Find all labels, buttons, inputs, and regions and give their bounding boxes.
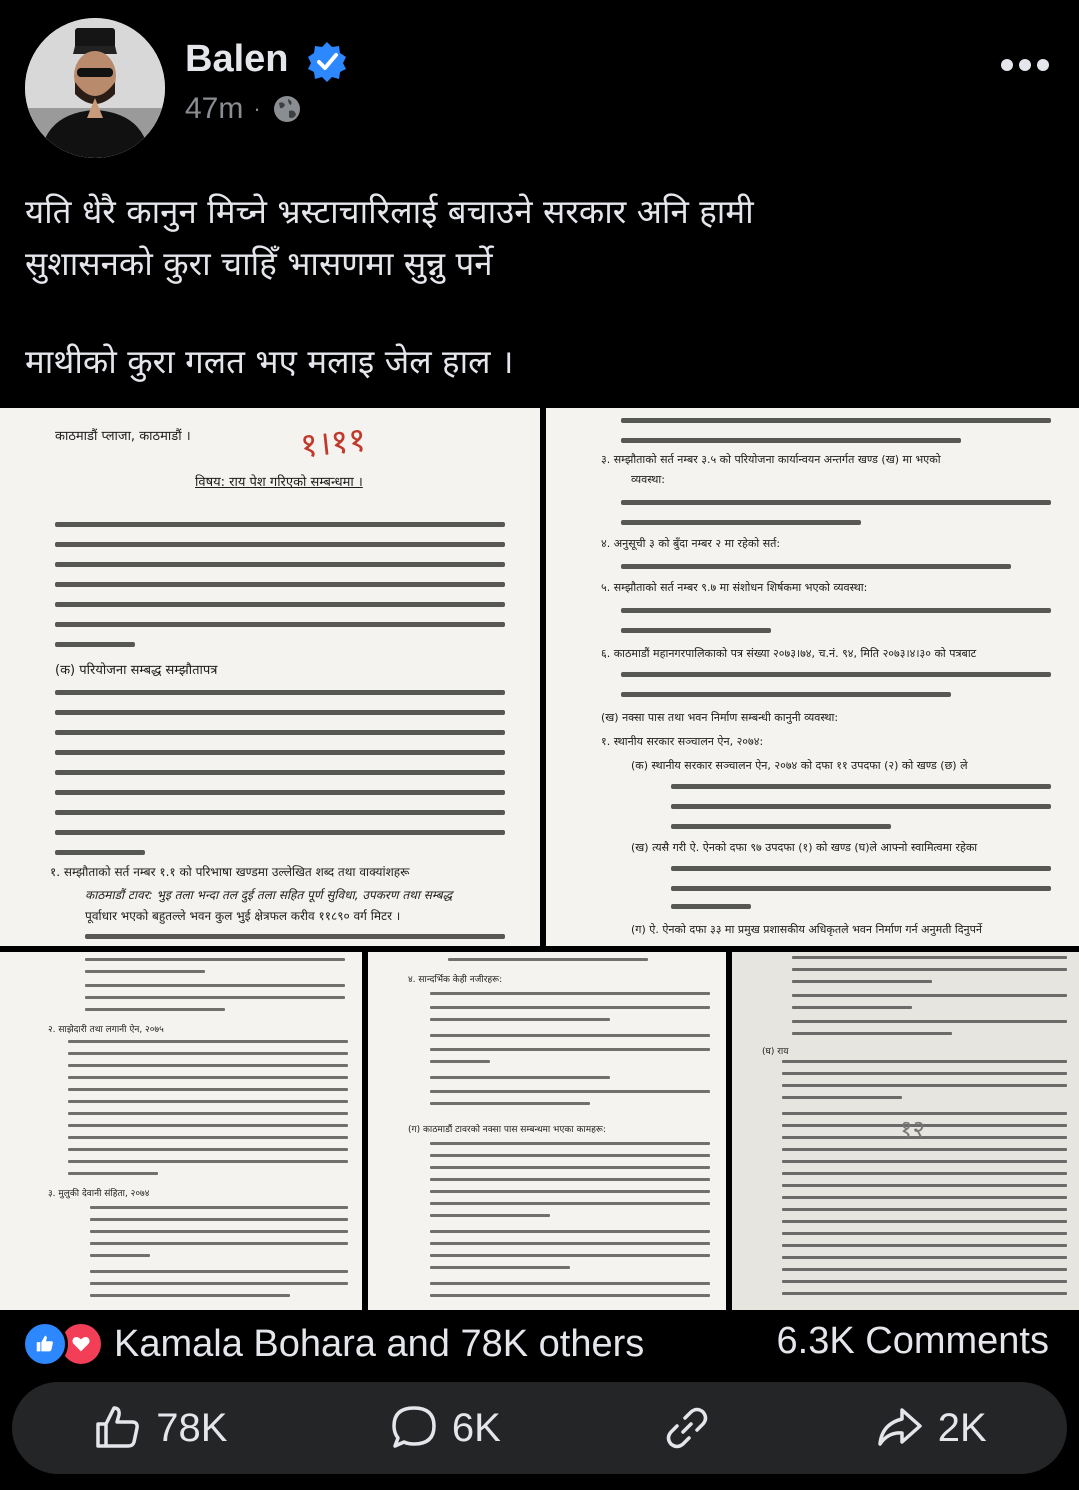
document-image-4[interactable] bbox=[368, 952, 726, 1310]
doc-item: १. सम्झौताको सर्त नम्बर १.१ को परिभाषा खण्डमा उल्लेखित शब्द तथा वाक्यांशहरू bbox=[50, 865, 410, 879]
post-image-collage[interactable] bbox=[0, 408, 1079, 1310]
post-meta bbox=[185, 92, 303, 126]
verified-badge-icon bbox=[306, 40, 348, 82]
public-globe-icon bbox=[271, 93, 303, 125]
doc-heading: (घ) राय bbox=[762, 1047, 789, 1057]
doc-item: (ग) ऐ. ऐनको दफा ३३ मा प्रमुख प्रशासकीय अधिकृतले भवन निर्माण गर्न अनुमती दिनुपर्ने bbox=[631, 923, 983, 936]
doc-addressee: काठमाडौं प्लाजा, काठमाडौं । bbox=[55, 429, 191, 444]
doc-heading: २. साझेदारी तथा लगानी ऐन, २०७५ bbox=[48, 1025, 164, 1035]
comments-count[interactable]: 6.3K Comments bbox=[776, 1320, 1049, 1362]
comment-button[interactable] bbox=[388, 1402, 501, 1454]
caption-line: सुशासनको कुरा चाहिँ भासणमा सुन्नु पर्ने bbox=[25, 244, 493, 283]
author-name[interactable]: Balen bbox=[185, 38, 289, 80]
copy-link-button[interactable] bbox=[661, 1402, 713, 1454]
avatar-photo bbox=[25, 18, 165, 158]
doc-item: ५. सम्झौताको सर्त नम्बर ९.७ मा संशोधन शिर्षकमा भएको व्यवस्था: bbox=[601, 581, 868, 594]
share-count: 2K bbox=[937, 1405, 987, 1450]
caption-line: यति धेरै कानुन मिच्ने भ्रस्टाचारिलाई बचाउने सरकार अनि हामी bbox=[25, 192, 754, 231]
doc-item: ६. काठमाडौं महानगरपालिकाको पत्र संख्या २०७३।७४, च.नं. ९४, मिति २०७३।४।३० को पत्रबाट bbox=[601, 647, 977, 660]
document-image-2[interactable] bbox=[546, 408, 1079, 946]
doc-item: (क) स्थानीय सरकार सञ्चालन ऐन, २०७४ को दफा ११ उपदफा (२) को खण्ड (छ) ले bbox=[631, 759, 968, 772]
action-bar bbox=[12, 1382, 1067, 1474]
comment-bubble-icon bbox=[388, 1402, 440, 1454]
doc-item: (ख) त्यसै गरी ऐ. ऐनको दफा ९७ उपदफा (१) को खण्ड (घ)ले आफ्नो स्वामित्वमा रहेका bbox=[631, 841, 978, 854]
link-icon bbox=[661, 1402, 713, 1454]
post-header bbox=[0, 0, 1079, 170]
document-image-3[interactable] bbox=[0, 952, 362, 1310]
caption-line: माथीको कुरा गलत भए मलाइ जेल हाल । bbox=[25, 342, 514, 381]
doc-section-heading: (क) परियोजना सम्बद्ध सम्झौतापत्र bbox=[55, 663, 218, 678]
doc-item: ३. सम्झौताको सर्त नम्बर ३.५ को परियोजना कार्यान्वयन अन्तर्गत खण्ड (ख) मा भएको bbox=[601, 453, 941, 466]
doc-heading: (ग) काठमाडौं टावरको नक्सा पास सम्बन्धमा भएका कामहरू: bbox=[408, 1125, 606, 1135]
doc-item: व्यवस्था: bbox=[631, 473, 665, 486]
reactions-text[interactable]: Kamala Bohara and 78K others bbox=[114, 1322, 645, 1365]
share-button[interactable] bbox=[874, 1402, 987, 1454]
document-image-1[interactable] bbox=[0, 408, 540, 946]
doc-heading: ४. सान्दर्भिक केही नजीरहरू: bbox=[408, 975, 503, 985]
comment-count: 6K bbox=[451, 1405, 501, 1450]
doc-item: ४. अनुसूची ३ को बुँदा नम्बर २ मा रहेको सर्त: bbox=[601, 537, 781, 550]
separator: · bbox=[253, 96, 261, 121]
share-arrow-icon bbox=[874, 1402, 926, 1454]
post-time[interactable]: 47m bbox=[185, 92, 244, 125]
doc-subject: विषय: राय पेश गरिएको सम्बन्धमा । bbox=[195, 475, 363, 490]
doc-item: पूर्वाधार भएको बहुतल्ले भवन कुल भुई क्षेत्रफल करीव ११८९० वर्ग मिटर । bbox=[85, 909, 401, 923]
doc-section-heading: (ख) नक्सा पास तथा भवन निर्माण सम्बन्धी कानुनी व्यवस्था: bbox=[601, 711, 839, 724]
more-options-icon[interactable] bbox=[995, 50, 1055, 80]
post-caption bbox=[25, 186, 1055, 388]
document-image-5[interactable] bbox=[732, 952, 1079, 1310]
doc-heading: ३. मुलुकी देवानी संहिता, २०७४ bbox=[48, 1189, 150, 1199]
like-reaction-icon bbox=[22, 1321, 68, 1367]
like-button[interactable] bbox=[92, 1402, 227, 1454]
page-marker: १२ bbox=[900, 1115, 925, 1143]
like-count: 78K bbox=[156, 1405, 228, 1450]
doc-item: १. स्थानीय सरकार सञ्चालन ऐन, २०७४: bbox=[601, 735, 764, 748]
doc-item: काठमाडौं टावर: भुइ तला भन्दा तल दुई तला सहित पूर्ण सुविधा, उपकरण तथा सम्बद्ध bbox=[85, 888, 453, 902]
thumbs-up-icon bbox=[92, 1402, 144, 1454]
reactions-summary[interactable] bbox=[22, 1322, 644, 1366]
author-avatar[interactable] bbox=[25, 18, 165, 158]
handwritten-stamp: १।११ bbox=[298, 419, 369, 467]
